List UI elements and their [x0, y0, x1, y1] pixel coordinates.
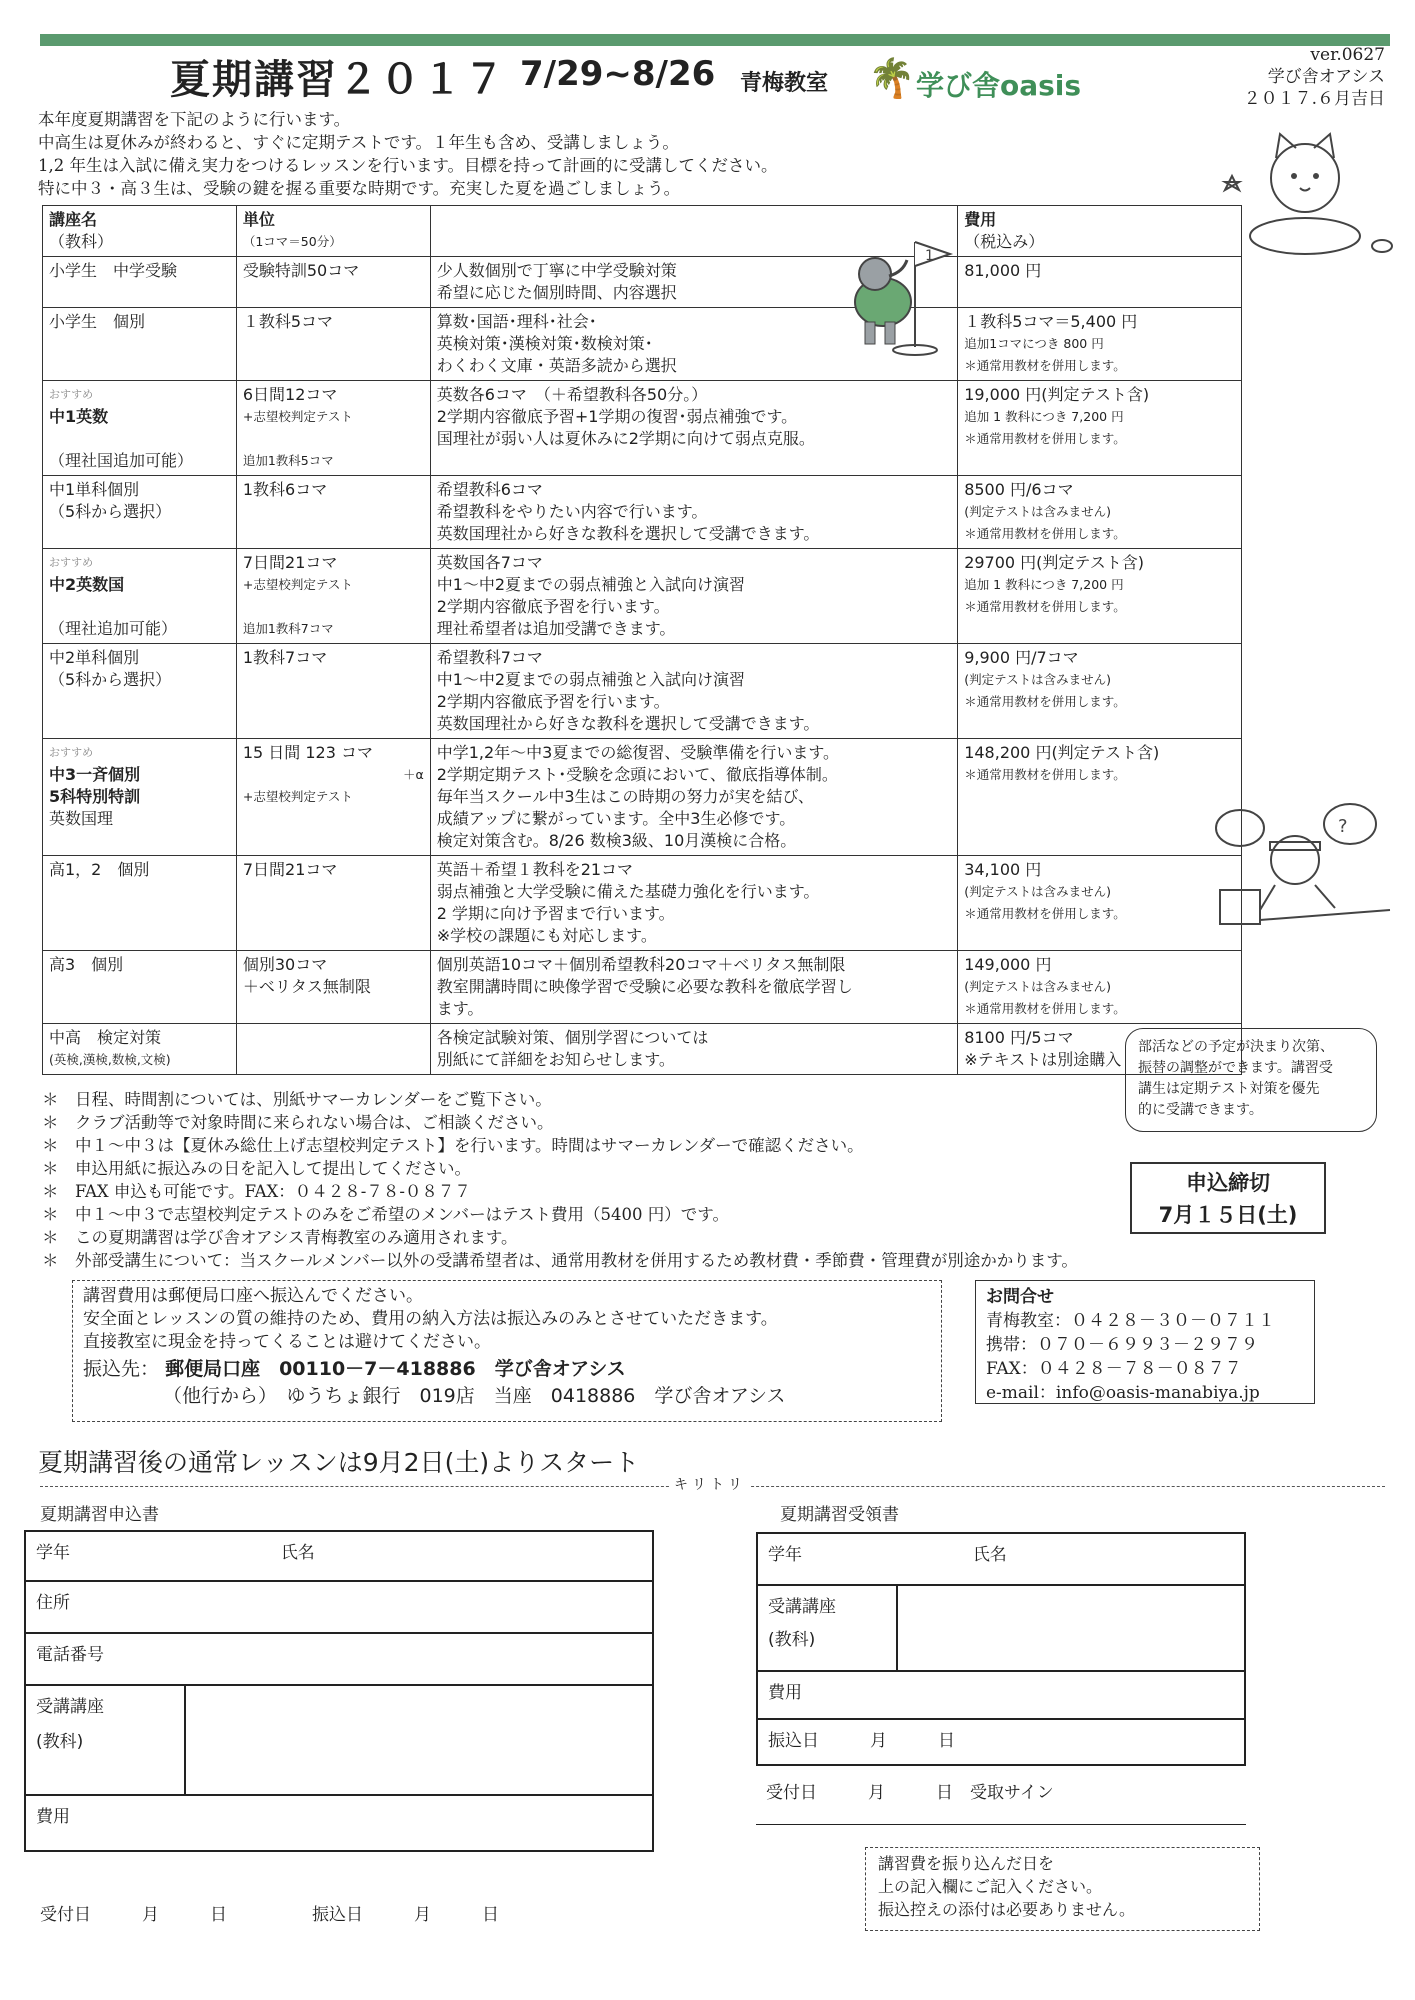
- course-name-line: （理社追加可能）: [49, 619, 178, 638]
- course-content: [430, 1024, 958, 1075]
- page-title: 夏期講習２０１７: [170, 57, 506, 103]
- course-content-line: 弱点補強と大学受験に備えた基礎力強化を行います。: [436, 882, 820, 901]
- course-unit-line: [243, 1027, 424, 1049]
- course-unit-line: 受験特訓50コマ: [242, 261, 360, 280]
- receipt-bottom-line: [756, 1824, 1246, 1825]
- receipt-form-title: 夏期講習受領書: [780, 1505, 899, 1525]
- course-table: [42, 205, 1242, 1075]
- course-content-line: 中1～中2夏までの弱点補強と入試向け演習: [436, 575, 746, 594]
- form-fee-cell[interactable]: [25, 1795, 653, 1851]
- course-fee-line: １教科5コマ＝5,400 円: [964, 312, 1138, 331]
- course-content: [430, 739, 958, 856]
- course-fee-line: 149,000 円: [964, 955, 1052, 974]
- palm-tree-icon: 🌴: [868, 56, 916, 100]
- course-dates: 7/29~8/26: [520, 54, 716, 94]
- transfer-note-line: 上の記入欄にご記入ください。: [878, 1877, 1103, 1896]
- course-name: [43, 644, 237, 739]
- course-unit: [236, 257, 430, 308]
- course-name: [43, 1024, 237, 1075]
- course-fee-line: 8500 円/6コマ: [964, 480, 1074, 499]
- payment-post-account: [83, 1358, 931, 1381]
- table-row: [43, 856, 1242, 951]
- course-content-line: 算数･国語･理科･社会･: [436, 312, 597, 331]
- course-name-line: 高1，2 個別: [49, 860, 150, 879]
- header-course-label: 講座名: [49, 210, 98, 229]
- application-form: [24, 1530, 654, 1852]
- course-unit-line: 個別30コマ: [242, 955, 328, 974]
- course-content-line: 各検定試験対策、個別学習については: [436, 1028, 709, 1047]
- contact-title: お問合せ: [986, 1287, 1054, 1307]
- course-fee: [958, 951, 1242, 1024]
- reschedule-bubble: [1125, 1028, 1377, 1132]
- course-unit-line: +志望校判定テスト: [242, 789, 353, 804]
- course-content-line: 別紙にて詳細をお知らせします。: [436, 1050, 675, 1069]
- course-content-line: 国理社が弱い人は夏休みに2学期に向けて弱点克服。: [436, 429, 815, 448]
- course-unit-line: [243, 596, 424, 618]
- issue-date: ２０１７.６月吉日: [1243, 89, 1385, 109]
- course-fee-line: 9,900 円/7コマ: [964, 648, 1079, 667]
- intro-line: 中高生は夏休みが終わると、すぐに定期テストです。１年生も含め、受講しましょう。: [38, 133, 679, 152]
- note-item: ＊ 外部受講生について：当スクールメンバー以外の受講希望者は、通常用教材を併用するため教材費・季節費・管理費が別途かかります。: [42, 1251, 1078, 1270]
- intro-line: 本年度夏期講習を下記のように行います。: [38, 110, 351, 129]
- note-item: ＊ FAX 申込も可能です。FAX：０４２８-７８-０８７７: [42, 1182, 471, 1201]
- course-fee: [958, 644, 1242, 739]
- course-fee: [958, 257, 1242, 308]
- course-name-line: （理社国追加可能）: [49, 451, 194, 470]
- org-name: 学び舎オアシス: [1267, 67, 1385, 87]
- bubble-line: 的に受講できます。: [1138, 1102, 1263, 1118]
- transfer-label: 振込先：: [83, 1358, 160, 1380]
- course-unit-line: 15 日間 123 コマ: [242, 743, 374, 762]
- intro-text: [38, 108, 1038, 200]
- course-content-line: 英数国理社から好きな教科を選択して受講できます。: [436, 714, 820, 733]
- receipt-course-label: 受講講座: [768, 1597, 836, 1617]
- course-fee-line: (判定テストは含みません): [964, 672, 1111, 687]
- version-block: [1244, 44, 1385, 110]
- course-fee-line: ＊通常用教材を併用します。: [964, 1001, 1126, 1016]
- intro-line: 1,2 年生は入試に備え実力をつけるレッスンを行います。目標を持って計画的に受講してください。: [38, 156, 778, 175]
- deadline-date: 7月１５日(土): [1158, 1203, 1298, 1227]
- payment-line: 講習費用は郵便局口座へ振込んでください。: [83, 1286, 423, 1306]
- course-unit-line: +志望校判定テスト: [242, 577, 353, 592]
- receipt-course-input[interactable]: [897, 1585, 1245, 1671]
- course-content: [430, 951, 958, 1024]
- course-unit-line: 7日間21コマ: [242, 553, 338, 572]
- recommended-tag: おすすめ: [49, 388, 94, 401]
- table-row: [43, 308, 1242, 381]
- version: ver.0627: [1310, 45, 1385, 65]
- receipt-course-sub: (教科): [768, 1630, 816, 1650]
- course-name-line: 小学生 中学受験: [49, 261, 178, 280]
- course-content-line: 毎年当スクール中3生はこの時期の努力が実を結び、: [436, 787, 814, 806]
- table-row: [43, 739, 1242, 856]
- course-name-line: 英数国理: [49, 809, 114, 828]
- course-fee-line: ＊通常用教材を併用します。: [964, 906, 1126, 921]
- course-fee-line: 81,000 円: [964, 261, 1042, 280]
- course-fee-line: 148,200 円(判定テスト含): [964, 743, 1160, 762]
- form-grade-name-cell[interactable]: [25, 1531, 653, 1581]
- course-unit-line: 追加1教科5コマ: [242, 453, 334, 468]
- transfer-note-line: 講習費を振り込んだ日を: [878, 1854, 1055, 1873]
- course-unit-line: １教科5コマ: [242, 312, 334, 331]
- header-unit-sub: （1コマ＝50分）: [242, 234, 342, 249]
- course-name-line: 小学生 個別: [49, 312, 146, 331]
- note-item: ＊ 中１～中３は【夏休み総仕上げ志望校判定テスト】を行います。時間はサマーカレンダーで確認ください。: [42, 1136, 864, 1155]
- course-content-line: 英語＋希望１教科を21コマ: [436, 860, 634, 879]
- contact-email: e-mail：info@oasis-manabiya.jp: [986, 1383, 1260, 1403]
- course-name-line: 中3一斉個別: [49, 765, 141, 784]
- course-fee-line: ＊通常用教材を併用します。: [964, 767, 1126, 782]
- course-content-line: 英数各6コマ （＋希望教科各50分。）: [436, 385, 708, 404]
- course-fee-line: (判定テストは含みません): [964, 979, 1111, 994]
- course-fee: [958, 476, 1242, 549]
- bubble-line: 振替の調整ができます。講習受: [1138, 1060, 1333, 1076]
- table-row: [43, 951, 1242, 1024]
- course-content-line: 2学期内容徹底予習を行います。: [436, 692, 670, 711]
- form-grade-label: 学年: [36, 1543, 70, 1563]
- table-row: [43, 381, 1242, 476]
- course-fee-line: (判定テストは含みません): [964, 504, 1111, 519]
- course-unit-line: 追加1教科7コマ: [242, 621, 334, 636]
- table-row: [43, 257, 1242, 308]
- course-fee: [958, 549, 1242, 644]
- note-item: ＊ この夏期講習は学び舎オアシス青梅教室のみ適用されます。: [42, 1228, 518, 1247]
- recommended-tag: おすすめ: [49, 556, 94, 569]
- course-content: [430, 856, 958, 951]
- header-course: [43, 206, 237, 257]
- course-unit-line: 7日間21コマ: [242, 860, 338, 879]
- course-content-line: 教室開講時間に映像学習で受験に必要な教科を徹底学習し: [436, 977, 853, 996]
- form-phone-label: 電話番号: [36, 1645, 104, 1665]
- course-fee-line: 追加1コマにつき 800 円: [964, 336, 1104, 351]
- course-content-line: 希望に応じた個別時間、内容選択: [436, 283, 677, 302]
- course-unit-line: ＋α: [402, 767, 424, 782]
- course-fee-line: (判定テストは含みません): [964, 884, 1111, 899]
- studying-boy-illustration: [1200, 800, 1400, 940]
- note-item: ＊ 日程、時間割については、別紙サマーカレンダーをご覧下さい。: [42, 1090, 552, 1109]
- course-unit-line: [243, 428, 424, 450]
- course-unit: [236, 308, 430, 381]
- course-fee-line: ＊通常用教材を併用します。: [964, 526, 1126, 541]
- course-fee-line: 29700 円(判定テスト含): [964, 553, 1145, 572]
- course-content: [430, 381, 958, 476]
- course-name: [43, 951, 237, 1024]
- course-name-line: （5科から選択）: [49, 670, 172, 689]
- course-unit-line: ＋ベリタス無制限: [242, 977, 371, 996]
- transfer-note-line: 振込控えの添付は必要ありません。: [878, 1900, 1135, 1919]
- course-content-line: 少人数個別で丁寧に中学受験対策: [436, 261, 677, 280]
- table-row: [43, 644, 1242, 739]
- course-content: [430, 476, 958, 549]
- course-content-line: 英検対策･漢検対策･数検対策･: [436, 334, 653, 353]
- course-name-line: 中2単科個別: [49, 648, 140, 667]
- form-course-label: 受講講座: [36, 1697, 104, 1717]
- course-unit: [236, 644, 430, 739]
- course-unit: [236, 476, 430, 549]
- contact-mobile: 携帯：０７０－６９９３－２９７９: [986, 1335, 1258, 1355]
- bubble-line: 部活などの予定が決まり次第、: [1138, 1039, 1334, 1055]
- form-address-label: 住所: [36, 1593, 70, 1613]
- header-fee-sub: （税込み）: [964, 232, 1045, 251]
- course-content-line: わくわく文庫・英語多読から選択: [436, 356, 677, 375]
- form-course-sub: (教科): [36, 1732, 84, 1752]
- contact-phone: 青梅教室：０４２８－３０－０７１１: [986, 1311, 1275, 1331]
- contact-box: [975, 1280, 1315, 1404]
- course-name-line: 中2英数国: [49, 575, 125, 594]
- payment-line: 直接教室に現金を持ってくることは避けてください。: [83, 1332, 491, 1352]
- course-content-line: 2学期内容徹底予習を行います。: [436, 597, 670, 616]
- table-header-row: [43, 206, 1242, 257]
- note-item: ＊ クラブ活動等で対象時間に来られない場合は、ご相談ください。: [42, 1113, 554, 1132]
- logo: [868, 54, 1082, 104]
- form-course-label-cell: [25, 1685, 185, 1795]
- cut-label: キリトリ: [670, 1474, 750, 1494]
- course-name: [43, 856, 237, 951]
- form-name-label: 氏名: [280, 1543, 315, 1563]
- note-item: ＊ 中１～中３で志望校判定テストのみをご希望のメンバーはテスト費用（5400 円）です。: [42, 1205, 729, 1224]
- elephant-mascot-illustration: [845, 232, 955, 362]
- course-content-line: 個別英語10コマ＋個別希望教科20コマ＋ベリタス無制限: [436, 955, 846, 974]
- course-content-line: ※学校の課題にも対応します。: [436, 926, 657, 945]
- course-name: [43, 476, 237, 549]
- course-unit: [236, 1024, 430, 1075]
- course-content-line: 理社希望者は追加受講できます。: [436, 619, 676, 638]
- form-course-input[interactable]: [185, 1685, 653, 1795]
- course-name-line: 高3 個別: [49, 955, 124, 974]
- course-fee: [958, 308, 1242, 381]
- course-content-line: 2学期定期テスト･受験を念頭において、徹底指導体制。: [436, 765, 838, 784]
- svg-text:?: ?: [1338, 816, 1348, 837]
- table-row: [43, 1024, 1242, 1075]
- course-name-line: （5科から選択）: [49, 502, 172, 521]
- header-unit-label: 単位: [242, 210, 275, 229]
- receipt-grade-label: 学年: [768, 1545, 802, 1565]
- header-course-sub: （教科）: [49, 232, 114, 251]
- header-bar: [40, 34, 1390, 46]
- note-item: ＊ 申込用紙に振込みの日を記入して提出してください。: [42, 1159, 471, 1178]
- course-name-line: 5科特別特訓: [49, 787, 141, 806]
- course-content-line: 英数国理社から好きな教科を選択して受講できます。: [436, 524, 820, 543]
- intro-line: 特に中３・高３生は、受験の鍵を握る重要な時期です。充実した夏を過ごしましょう。: [38, 179, 681, 198]
- course-fee-line: ＊通常用教材を併用します。: [964, 694, 1126, 709]
- receipt-name-label: 氏名: [972, 1545, 1007, 1565]
- course-content: [430, 644, 958, 739]
- course-fee: [958, 856, 1242, 951]
- course-content-line: 2学期内容徹底予習+1学期の復習･弱点補強です。: [436, 407, 798, 426]
- course-content-line: 中1～中2夏までの弱点補強と入試向け演習: [436, 670, 746, 689]
- course-content-line: 検定対策含む。8/26 数検3級、10月漢検に合格。: [436, 831, 797, 850]
- receipt-fee-cell[interactable]: [757, 1671, 1245, 1719]
- payment-box: [72, 1280, 942, 1422]
- recommended-tag: おすすめ: [49, 746, 94, 759]
- school-name: 青梅教室: [740, 71, 829, 96]
- course-unit: [236, 951, 430, 1024]
- header-unit: [236, 206, 430, 257]
- course-name-line: 中1英数: [49, 407, 109, 426]
- course-fee-line: ＊通常用教材を併用します。: [964, 431, 1126, 446]
- form-footer-dates: 受付日 月 日 振込日 月 日: [40, 1905, 499, 1925]
- course-content-line: 希望教科6コマ: [436, 480, 543, 499]
- course-name: [43, 308, 237, 381]
- header-fee: [958, 206, 1242, 257]
- receipt-grade-name-cell[interactable]: [757, 1533, 1245, 1585]
- payment-line: 安全面とレッスンの質の維持のため、費用の納入方法は振込みのみとさせていただきます。: [83, 1309, 778, 1329]
- course-unit-line: 1教科6コマ: [242, 480, 328, 499]
- course-name-line: 中1単科個別: [49, 480, 140, 499]
- regular-lesson-headline: 夏期講習後の通常レッスンは9月2日(土)よりスタート: [38, 1448, 640, 1477]
- receipt-course-label-cell: [757, 1585, 897, 1671]
- course-name: [43, 549, 237, 644]
- receipt-transfer-date-cell[interactable]: 振込日 月 日: [757, 1719, 1245, 1765]
- course-fee-line: ※テキストは別途購入: [964, 1050, 1122, 1069]
- course-name-line: [49, 596, 230, 618]
- course-fee-line: 追加 1 教科につき 7,200 円: [964, 577, 1124, 592]
- course-name: [43, 257, 237, 308]
- course-content-line: ます。: [436, 999, 484, 1018]
- bubble-line: 講生は定期テスト対策を優先: [1138, 1081, 1320, 1097]
- deadline-box: [1130, 1162, 1326, 1234]
- course-content-line: 英数国各7コマ: [436, 553, 543, 572]
- course-unit: [236, 381, 430, 476]
- course-name: [43, 739, 237, 856]
- course-unit-line: +志望校判定テスト: [242, 409, 353, 424]
- header-fee-label: 費用: [964, 210, 997, 229]
- receipt-receive-date: 受付日 月 日 受取サイン: [766, 1783, 1054, 1803]
- logo-text: 学び舎oasis: [916, 69, 1082, 102]
- post-account: 郵便局口座 00110－7－418886 学び舎オアシス: [165, 1358, 626, 1380]
- course-fee-line: 追加 1 教科につき 7,200 円: [964, 409, 1124, 424]
- course-name-line: 中高 検定対策: [49, 1028, 162, 1047]
- receipt-fee-label: 費用: [768, 1683, 802, 1703]
- form-fee-label: 費用: [36, 1807, 70, 1827]
- course-fee: [958, 739, 1242, 856]
- application-form-title: 夏期講習申込書: [40, 1505, 159, 1525]
- course-name-line: (英検,漢検,数検,文検): [49, 1052, 171, 1067]
- course-name: [43, 381, 237, 476]
- course-content-line: 希望教科7コマ: [436, 648, 543, 667]
- deadline-label: 申込締切: [1186, 1171, 1270, 1195]
- course-content-line: 中学1,2年～中3夏までの総復習、受験準備を行います。: [436, 743, 840, 762]
- course-unit-line: 6日間12コマ: [242, 385, 338, 404]
- course-name-line: [49, 428, 230, 450]
- course-unit: [236, 856, 430, 951]
- course-content-line: 希望教科をやりたい内容で行います。: [436, 502, 708, 521]
- course-fee-line: 19,000 円(判定テスト含): [964, 385, 1150, 404]
- payment-bank-account: （他行から） ゆうちょ銀行 019店 当座 0418886 学び舎オアシス: [163, 1385, 786, 1407]
- transfer-note-box: [865, 1847, 1260, 1931]
- svg-text:1: 1: [925, 248, 934, 264]
- form-address-cell[interactable]: [25, 1581, 653, 1633]
- course-content-line: 2 学期に向け予習まで行います。: [436, 904, 675, 923]
- course-fee: [958, 381, 1242, 476]
- form-phone-cell[interactable]: [25, 1633, 653, 1685]
- table-row: [43, 549, 1242, 644]
- contact-fax: FAX：０４２８－７８－０８７７: [986, 1359, 1242, 1379]
- course-fee-line: 8100 円/5コマ: [964, 1028, 1074, 1047]
- table-row: [43, 476, 1242, 549]
- course-content-line: 成績アップに繋がっています。全中3生必修です。: [436, 809, 796, 828]
- course-unit-line: 1教科7コマ: [242, 648, 328, 667]
- course-content: [430, 549, 958, 644]
- course-unit: [236, 549, 430, 644]
- course-fee-line: 34,100 円: [964, 860, 1042, 879]
- course-fee-line: ＊通常用教材を併用します。: [964, 599, 1126, 614]
- course-fee-line: ＊通常用教材を併用します。: [964, 358, 1126, 373]
- course-unit: [236, 739, 430, 856]
- receipt-form: [756, 1532, 1246, 1766]
